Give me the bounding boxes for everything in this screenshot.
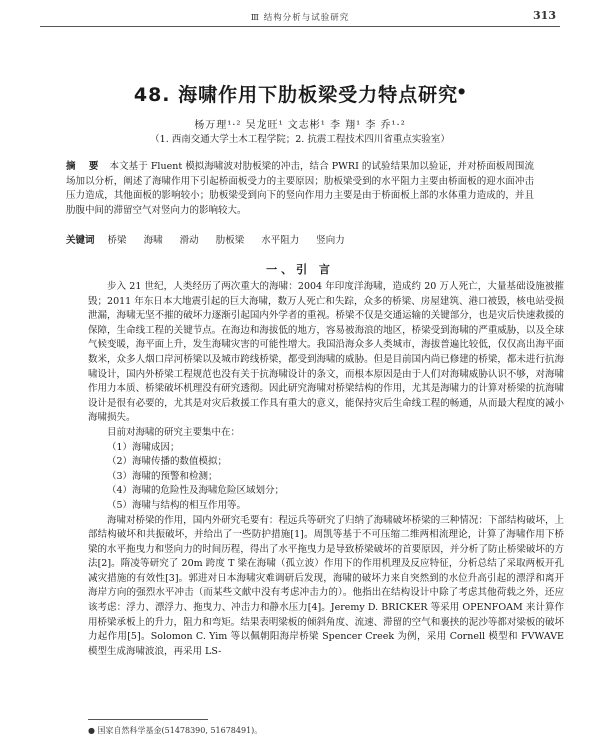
list-item: （1）海啸成因； — [107, 441, 180, 453]
paragraph: 海啸对桥梁的作用，国内外研究毛要有：程远兵等研究了归纳了海啸破坏桥梁的三种情况：下部结构破坏，上部结构破坏和共振破坏，并给出了一些防护措施[1]。周凯等基于不可压缩二维两相流理论，计算了海啸作用下桥梁的水平拖曳力和竖向力的时间历程，得出了水平拖曳力是导致桥梁破坏的首要原因，并分析了防止桥梁破坏的方法[2]。隋凌等研究了 20m 跨度 T 梁在海啸（孤立波）作用下的作用机理及反应特征，分析总结了采取两板开孔减灾措施的有效性[3]。郭进对日本海啸灾难调研后发现，海啸的破坏力来自突然到的水位升高引起的漂浮和离开海岸方向的强烈水平冲击（而某些文献中没有考虑冲击力的）。他指出在结构设计中除了考虑其他荷载之外，还应该考虑：浮力、漂浮力、拖曳力、冲击力和静水压力[4]。Jeremy D. BRICKER 等采用 OPENFOAM 来计算作用桥梁承板上的升力，阻力和弯矩。结果表明梁板的倾斜角度、流速、滞留的空气和裹挟的泥沙等都对梁板的破坏力起作用[5]。Solomon C. Yim 等以佩朝阳海岸桥梁 Spencer Creek 为例，采用 Cornell 模型和 FVWAVE 模型生成海啸波浪，再采用 LS- — [88, 514, 564, 657]
abstract-label: 摘 要 — [66, 161, 104, 172]
running-header — [0, 8, 600, 26]
funding-footnote: ● 国家自然科学基金(51478390, 51678491)。 — [88, 726, 263, 735]
abstract-text: 本文基于 Fluent 模拟海啸波对肋板梁的冲击，结合 PWRI 的试验结果加以验证，并对桥面板周围流场加以分析，阐述了海啸作用下引起桥面板受力的主要原因；肋板梁受到的水平阻力主要由桥面板的迎水面冲击压力造成，其他面板的影响较小；肋板梁受到向下的竖向作用力主要是由于桥面板上部的水体重力造成的，并且肋腹中间的滞留空气对竖向力的影响较大。 — [66, 161, 534, 216]
author-list: 杨万理¹·² 吴龙旺¹ 文志彬¹ 李 翔¹ 李 乔¹·² — [194, 120, 406, 131]
keywords — [66, 232, 534, 246]
body-text — [88, 280, 564, 659]
paragraph: 步入 21 世纪，人类经历了两次重大的海啸：2004 年印度洋海啸，造成约 20 万人死亡，大量基础设施被摧毁；2011 年东日本大地震引起的巨大海啸，数万人死亡和失踪，众多的桥梁、房屋建筑、港口被毁，核电站受损泄漏，海啸无坚不摧的破坏力逐渐引起国内外学者的重视。桥梁不仅是交通运输的关键部分，也是灾后快速救援的保障，生命线工程的关键节点。在海边和海拔低的地方，容易被海浪的地区，桥梁受到海啸的严重威胁，以及全球气候变暖，海平面上升，发生海啸灾害的可能性增大。我国沿海众多人类城市，海拔普遍比较低，仅仅高出海平面数米，众多人烟口岸河桥梁以及城市跨线桥梁，都受到海啸的威胁。但是目前国内尚已修建的桥梁，都未进行抗海啸设计，国内外桥梁工程规范也没有关于抗海啸设计的条文，而根本原因是由于人们对海啸威胁认识不够，对海啸作用力本质、桥梁破坏机理没有研究透彻。因此研究海啸对桥梁结构的作用，尤其是海啸力的计算对桥梁的抗海啸设计是很有必要的，尤其是对灾后救援工作具有重大的意义，能保持灾后生命线工程的畅通，从而最大程度的减小海啸损失。 — [88, 281, 564, 424]
page-number: 313 — [533, 9, 556, 22]
abstract — [66, 160, 534, 218]
list-item: （4）海啸的危险性及海啸危险区域划分； — [107, 485, 285, 497]
paper-title-text: 48. 海啸作用下肋板梁受力特点研究 — [133, 84, 459, 106]
list-item: （2）海啸传播的数值模拟； — [107, 456, 228, 468]
affiliation: （1. 西南交通大学土木工程学院；2. 抗震工程技术四川省重点实验室） — [150, 134, 450, 145]
paper-title — [0, 80, 600, 107]
running-header-section: Ⅲ 结构分析与试验研究 — [250, 13, 350, 23]
section-heading: 一、引 言 — [266, 263, 334, 276]
keyword: 海啸 — [143, 235, 163, 246]
header-rule — [40, 26, 560, 27]
footnote-rule — [88, 719, 208, 720]
title-footnote-mark: ● — [458, 86, 467, 96]
list-item: （3）海啸的预警和检测； — [107, 470, 218, 482]
keyword: 竖向力 — [316, 235, 345, 246]
keywords-label: 关键词 — [66, 235, 95, 246]
research-topic-list — [88, 441, 564, 514]
keyword: 肋板梁 — [215, 235, 245, 246]
keyword: 桥梁 — [107, 235, 127, 246]
paragraph: 目前对海啸的研究主要集中在： — [107, 426, 241, 438]
keyword: 水平阻力 — [261, 235, 300, 246]
list-item: （5）海啸与结构的相互作用等。 — [107, 499, 247, 511]
keyword: 滑动 — [179, 235, 199, 246]
